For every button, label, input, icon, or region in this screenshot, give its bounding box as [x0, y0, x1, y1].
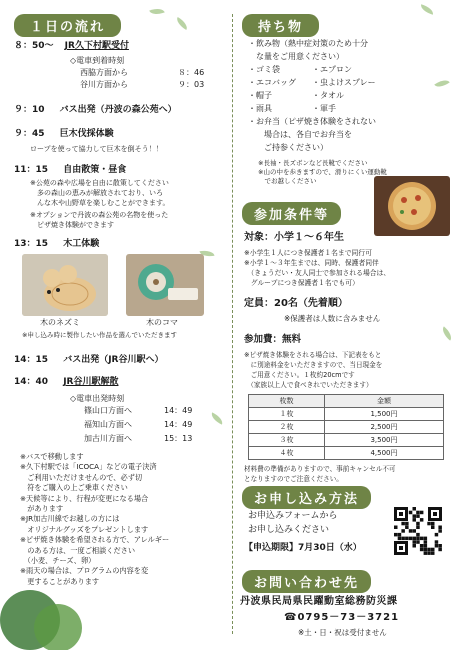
step-note: ※申し込み時に製作したい作品を選んでいただきます [22, 331, 177, 339]
note-line: ※ピザ焼き体験を希望される方で、アレルギー [20, 535, 170, 545]
note-line: ※久下村駅では「ICOCA」などの電子決済 [20, 462, 157, 472]
belongings-item: ・帽子 ・タオル [248, 91, 344, 100]
step-note: ピザ焼き体験ができます [30, 221, 114, 229]
step-time: ８：50～ [14, 41, 54, 51]
belongings-note: でお越しください [258, 177, 317, 185]
step-time: 14：40 [14, 377, 49, 387]
application-heading: お申し込み方法 [242, 486, 371, 509]
train-time: ８：46 [178, 68, 205, 77]
image-caption: 木のコマ [146, 318, 178, 327]
schedule-heading: １日の流れ [14, 14, 121, 37]
step-title: JR谷川駅解散 [63, 377, 119, 387]
contact-note: ※土・日・祝は受付ません [298, 628, 387, 637]
note-line: ご利用いただけませんので、必ず切 [20, 472, 143, 482]
application-text: お申込みフォームから [248, 511, 338, 521]
note-line: ※雨天の場合は、プログラムの内容を変 [20, 566, 149, 576]
fee-label: 参加費：無料 [244, 334, 302, 345]
note-line: のある方は、一度ご相談ください [20, 545, 136, 555]
belongings-note: ※山の中を歩きますので、滑りにくい運動靴 [258, 168, 387, 176]
step-title: 木工体験 [63, 239, 100, 249]
info-column [234, 0, 460, 650]
qr-code-icon[interactable] [392, 505, 444, 557]
train-arrival-note: ◇電車到着時刻 [70, 56, 125, 65]
train-time: 15：13 [164, 434, 193, 443]
fee-cell-count: ４枚 [249, 447, 325, 460]
step-title: JR久下村駅受付 [64, 41, 129, 51]
fee-table [248, 394, 444, 460]
step-time: ９：10 [14, 105, 45, 115]
belongings-item: ・お弁当（ピザ焼き体験をされない [248, 117, 376, 126]
capacity-label: 定員：20名（先着順） [244, 298, 348, 309]
note-line: ※バスで移動します [20, 452, 84, 461]
fee-cell-price: 4,500円 [324, 447, 443, 460]
belongings-item: ・雨具 ・軍手 [248, 104, 336, 113]
fee-cell-price: 1,500円 [324, 408, 443, 421]
step-time: ９：45 [14, 129, 45, 139]
fee-note: に別途料金をいただきますので、当日現金を [244, 361, 383, 369]
step-title: バス出発（JR谷川駅へ） [63, 355, 164, 365]
fee-cell-count: １枚 [249, 408, 325, 421]
image-caption: 木のネズミ [40, 318, 80, 327]
capacity-note: ※保護者は人数に含みません [284, 314, 381, 323]
step-title: バス出発（丹波の森公苑へ） [59, 105, 177, 115]
train-direction: 福知山方面へ [84, 420, 132, 429]
column-divider [232, 14, 233, 634]
table-row [249, 447, 444, 460]
target-note: ※小学生１人につき保護者１名まで同行可 [244, 249, 372, 257]
pizza-image [374, 176, 450, 236]
note-line: オリジナルグッズをプレゼントします [20, 524, 149, 534]
step-time: 14：15 [14, 355, 49, 365]
train-time: 14：49 [164, 420, 193, 429]
belongings-item: ・エコバッグ ・虫よけスプレー [248, 78, 376, 87]
fee-note: ご用意ください。１枚約20cmです [244, 371, 355, 379]
step-time: 11：15 [14, 165, 49, 175]
fee-cell-price: 2,500円 [324, 421, 443, 434]
fee-header-price: 金額 [324, 395, 443, 408]
belongings-item: ・飲み物（熱中症対策のため十分 [248, 39, 368, 48]
train-direction: 谷川方面から [80, 80, 128, 89]
contact-phone[interactable]: ☎0795－73－3721 [284, 612, 400, 623]
train-departure-note: ◇電車出発時刻 [70, 394, 125, 403]
step-time: 13：15 [14, 239, 49, 249]
wooden-top-image [126, 254, 204, 316]
step-note: 多の森山の恵みが解放されており、いろ [30, 189, 163, 197]
fee-footnote: となりますのでご注意ください。 [244, 475, 343, 483]
contact-organization: 丹波県民局県民躍動室総務防災課 [240, 596, 398, 607]
fee-cell-count: ２枚 [249, 421, 325, 434]
target-note: ※小学１～３年生までは、同時、保護者同伴 [244, 259, 379, 267]
target-label: 対象：小学１～６年生 [244, 232, 344, 243]
target-note: グループにつき保護者１名でも可） [244, 279, 359, 287]
belongings-note: ※長袖・長ズボンなど長靴でください [258, 159, 368, 167]
train-direction: 加古川方面へ [84, 434, 132, 443]
tree-decoration [34, 604, 82, 650]
note-line: があります [20, 504, 64, 513]
contact-heading: お問い合わせ先 [242, 570, 371, 593]
train-direction: 篠山口方面へ [84, 406, 132, 415]
step-note: ※公苑の森や広場を自由に散策してください [30, 179, 169, 187]
fee-cell-count: ３枚 [249, 434, 325, 447]
train-time: ９：03 [178, 80, 205, 89]
note-line: ※JR加古川線でお越しの方には [20, 514, 120, 524]
step-note: ※オプションで丹波の森公苑の名物を使った [30, 211, 169, 219]
belongings-item: ・ゴミ袋 ・エプロン [248, 65, 352, 74]
note-line: （小麦、チーズ、卵） [20, 556, 96, 565]
note-line: ※天候等により、行程が変更になる場合 [20, 493, 149, 503]
belongings-item: な量をご用意ください） [248, 52, 344, 61]
fee-footnote: 材料費の準備がありますので、事前キャンセル不可 [244, 465, 396, 473]
deadline-label: 【申込期限】7月30日（水） [244, 543, 362, 553]
fee-header-count: 枚数 [249, 395, 325, 408]
wooden-mouse-image [22, 254, 108, 316]
application-text: お申し込みください [248, 525, 330, 535]
train-direction: 西脇方面から [80, 68, 128, 77]
table-row [249, 408, 444, 421]
conditions-heading: 参加条件等 [242, 202, 341, 225]
table-row [249, 434, 444, 447]
belongings-item: 場合は、各自でお弁当を [248, 130, 352, 139]
target-note: （きょうだい・友人同士で参加される場合は、 [244, 269, 391, 277]
belongings-item: ご持参ください） [248, 143, 328, 152]
step-title: 自由散策・昼食 [63, 165, 127, 175]
belongings-heading: 持ち物 [242, 14, 319, 37]
step-title: 巨木伐採体験 [59, 129, 114, 139]
step-note: んな木や山野草を楽しむことができます。 [30, 199, 170, 207]
fee-cell-price: 3,500円 [324, 434, 443, 447]
fee-note: ※ピザ焼き体験をされる場合は、下記表をもと [244, 351, 382, 359]
fee-note: （家族以上人で食べきれでいただきます） [244, 381, 373, 389]
note-line: 符をご購入の上ご乗車ください [20, 483, 128, 493]
step-note: ロープを使って協力して巨木を倒そう！！ [30, 145, 163, 153]
note-line: 更することがあります [20, 576, 100, 586]
table-row [249, 421, 444, 434]
train-time: 14：49 [164, 406, 193, 415]
